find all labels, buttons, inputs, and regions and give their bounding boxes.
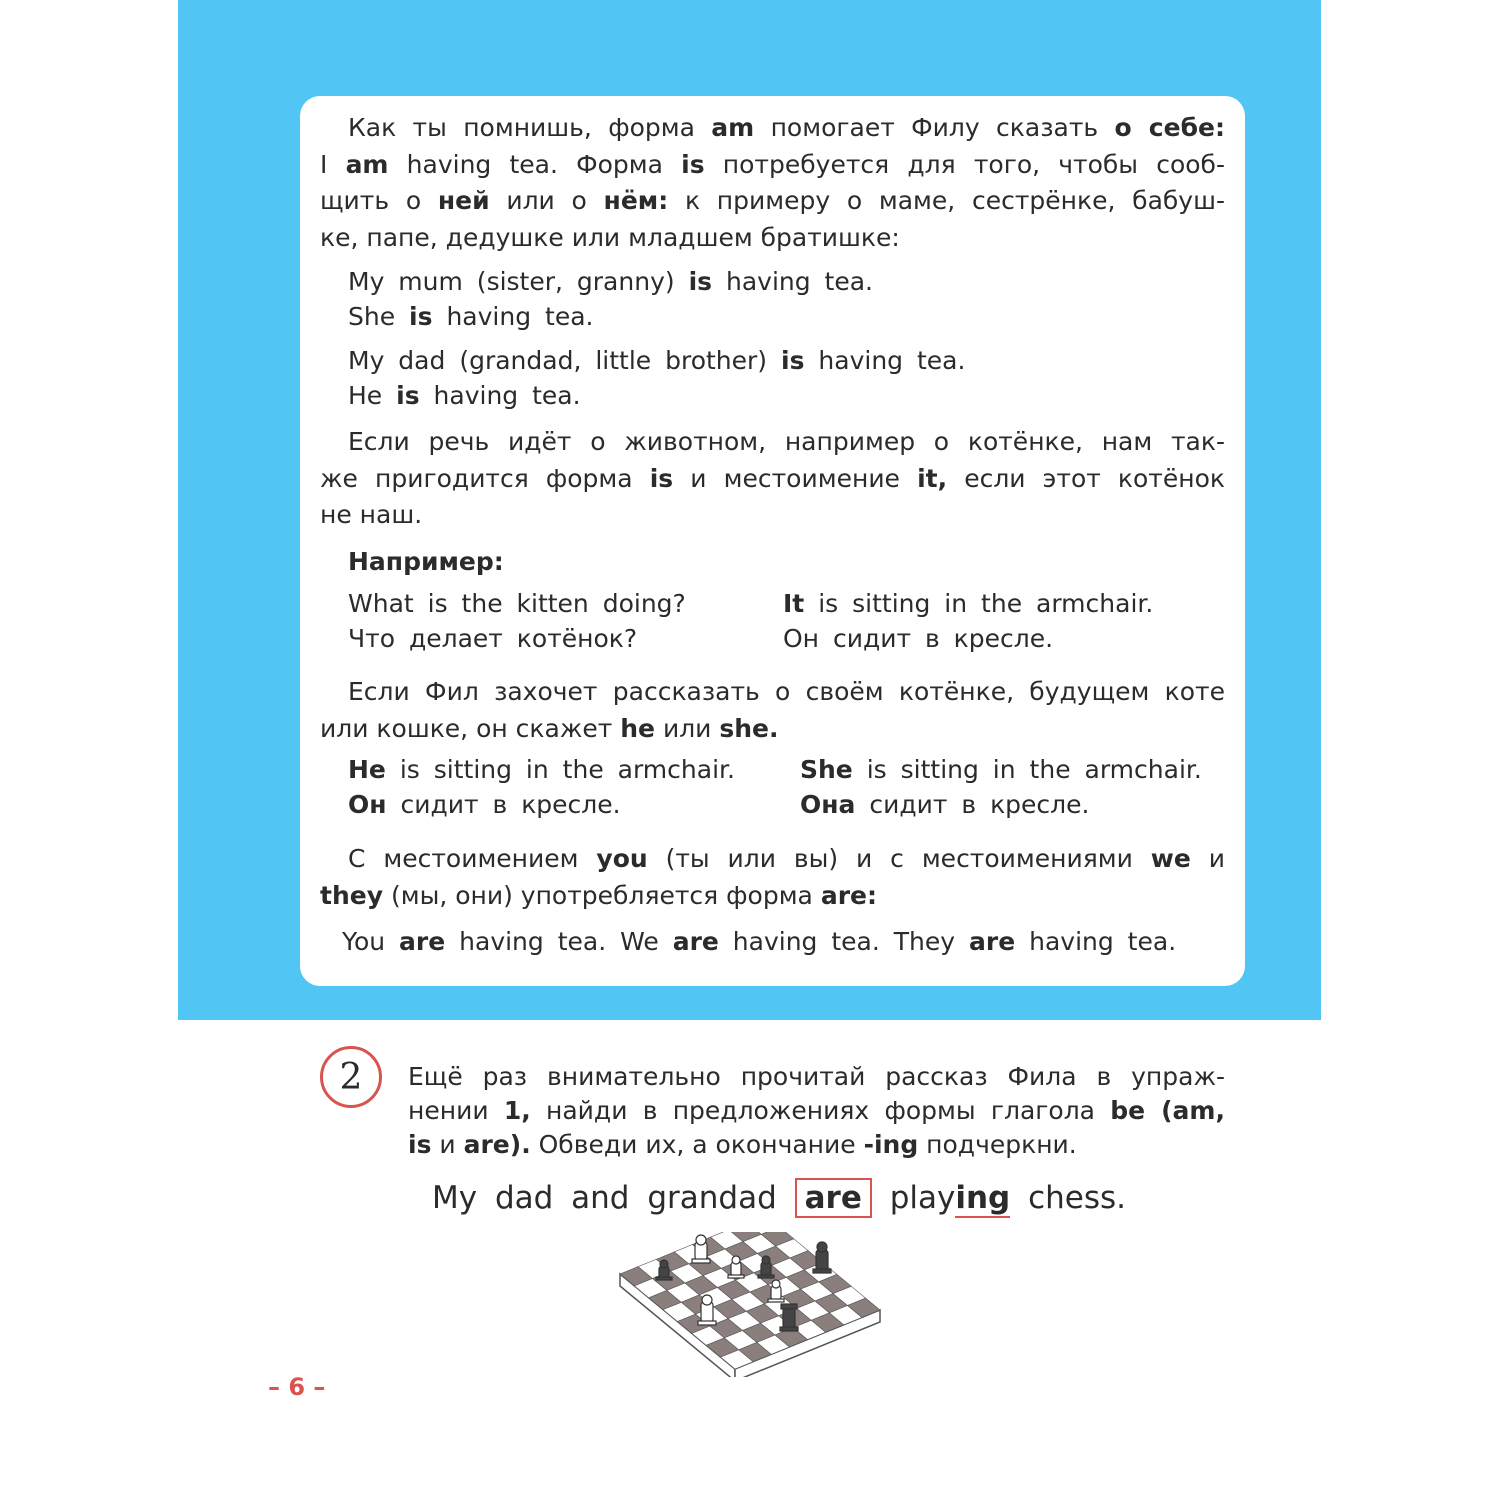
rule-card [300,96,1245,986]
rule-paragraph-4 [320,841,1225,914]
rule-paragraph-2 [320,424,1225,534]
example-line: He is having tea. [348,381,581,410]
rule-paragraph-3 [320,674,1225,747]
exercise-number-badge: 2 [320,1046,382,1108]
answer-english: It is sitting in the armchair. [783,589,1154,618]
text-line: щить о ней или о нём: к примеру о маме, сестрёнке, бабуш- [320,186,1225,215]
rule-paragraph-1 [320,110,1225,256]
question-english: What is the kitten doing? [348,589,686,618]
underlined-ending: ing [955,1180,1011,1216]
text-line: не наш. [320,500,423,529]
example-heading: Например: [348,547,504,576]
example-mum [348,264,873,334]
text-line: Если Фил захочет рассказать о своём котёнке, будущем коте [348,677,1225,706]
he-russian: Он сидит в кресле. [348,790,621,819]
you-we-they-example [342,924,1176,959]
example-line: She is having tea. [348,302,594,331]
text-line: I am having tea. Форма is потребуется для того, чтобы сооб- [320,149,1225,179]
he-example [348,752,735,822]
text-line: is и are). Обведи их, а окончание -ing подчеркни. [408,1130,1077,1159]
answer-russian: Он сидит в кресле. [783,624,1054,653]
example-sentence: My dad and grandad are playing chess. [432,1180,1127,1216]
example-line: My dad (grandad, little brother) is having tea. [348,346,966,375]
text-line: Как ты помнишь, форма am помогает Филу сказать о себе: [348,113,1225,142]
text-line: нении 1, найди в предложениях формы глагола be (am, [408,1096,1225,1125]
example-line: My mum (sister, granny) is having tea. [348,267,873,296]
chessboard-illustration [615,1232,885,1377]
he-english: He is sitting in the armchair. [348,755,735,784]
question-russian: Что делает котёнок? [348,624,638,653]
text-line: they (мы, они) употребляется форма are: [320,880,877,910]
example-line: You are having tea. We are having tea. They are having tea. [342,927,1177,956]
text-line: ке, папе, дедушке или младшем братишке: [320,222,900,252]
exercise-instructions [408,1060,1225,1162]
text-line: же пригодится форма is и местоимение it, если этот котёнок [320,463,1225,493]
chess-piece-icon [780,1304,798,1331]
page-number: – 6 – [268,1373,326,1401]
text-line: С местоимением you (ты или вы) и с местоимениями we и [348,844,1226,873]
she-russian: Она сидит в кресле. [800,790,1090,819]
example-dad [348,343,965,413]
she-example [800,752,1202,822]
kitten-answer [783,586,1153,656]
text-line: Ещё раз внимательно прочитай рассказ Фила в упраж- [408,1062,1225,1091]
text-line: Если речь идёт о животном, например о котёнке, нам так- [348,427,1225,456]
text-line: или кошке, он скажет he или she. [320,713,779,743]
chess-piece-icon [813,1242,831,1273]
kitten-question [348,586,686,656]
she-english: She is sitting in the armchair. [800,755,1202,784]
circled-verb: are [795,1178,872,1218]
